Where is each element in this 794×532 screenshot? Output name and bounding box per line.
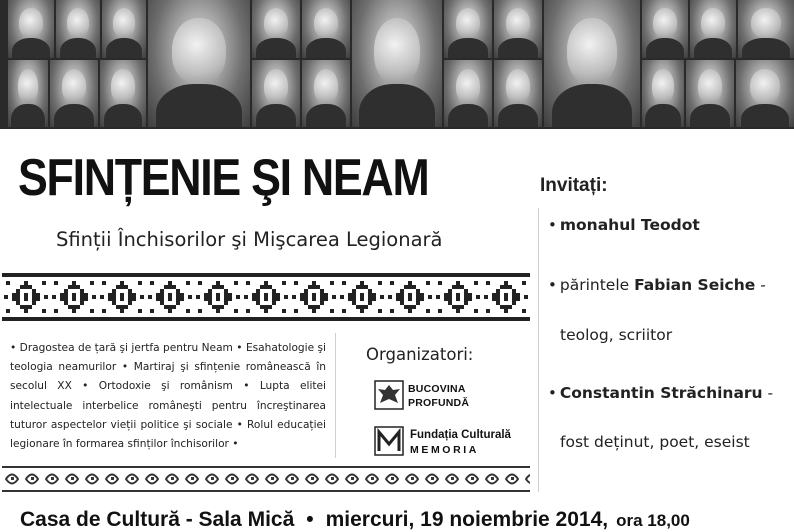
guest-fabian-seiche: • părintele Fabian Seiche -	[548, 276, 766, 294]
event-date: miercuri, 19 noiembrie 2014,	[325, 508, 609, 531]
venue: Casa de Cultură - Sala Mică	[20, 508, 295, 531]
embroidery-band-thin	[2, 466, 530, 492]
portrait-photo	[738, 0, 794, 58]
guest-role: fost deținut, poet, eseist	[560, 433, 750, 451]
themes-box	[2, 333, 336, 458]
portrait-photo	[302, 60, 350, 127]
portrait-photo	[252, 60, 300, 127]
portrait-photo	[302, 0, 350, 58]
portrait-photo	[494, 0, 542, 58]
organizers-heading: Organizatori:	[366, 345, 474, 364]
portrait-photo	[444, 60, 492, 127]
guest-name: Fabian Seiche	[634, 276, 756, 294]
portrait-photo	[544, 0, 640, 127]
org1-line1: BUCOVINA	[408, 383, 466, 395]
portrait-photo	[352, 0, 442, 127]
monogram-m-icon	[374, 426, 404, 456]
guest-role: teolog, scriitor	[560, 326, 673, 344]
event-footer: Casa de Cultură - Sala Mică • miercuri, 19 noiembrie 2014, ora 18,00	[20, 508, 690, 531]
guest-name: Constantin Străchinaru	[559, 384, 763, 402]
portrait-photo	[148, 0, 250, 127]
org2-line1: Fundația Culturală	[410, 429, 511, 441]
themes-text: • Dragostea de țară şi jertfa pentru Neam • Esahatologie şi teologia neamurilor • Martiraj şi sfințenie românească în secolul XX • Ortodoxie şi românism • Lupta elitei intelectuale interbelice româneşti pentru încreştinarea tuturor aspectelor vieții politice şi sociale • Rolul educației legionare în formarea sfinților închisorilor •	[10, 342, 326, 451]
portrait-photo	[100, 60, 146, 127]
portrait-photo	[8, 0, 54, 58]
embroidery-band	[2, 273, 530, 321]
portrait-photo	[686, 60, 734, 127]
portrait-photo	[102, 0, 146, 58]
guest-name: monahul Teodot	[559, 216, 700, 234]
org1-line2: PROFUNDĂ	[408, 397, 470, 409]
portrait-photo	[642, 0, 688, 58]
portrait-photo	[444, 0, 492, 58]
portrait-photo	[252, 0, 300, 58]
guests-divider	[538, 208, 539, 492]
org2-line2: MEMORIA	[410, 444, 479, 456]
organizer-memoria	[374, 426, 534, 460]
poster-title: SFINȚENIE ŞI NEAM	[18, 149, 429, 207]
poster-subtitle: Sfinții Închisorilor şi Mişcarea Legionară	[56, 228, 443, 251]
portrait-photo	[8, 60, 48, 127]
eagle-crest-icon	[374, 380, 404, 410]
portrait-strip	[0, 0, 794, 129]
guest-strachinaru: • Constantin Străchinaru -	[548, 384, 774, 402]
event-time: ora 18,00	[616, 511, 690, 530]
portrait-photo	[736, 60, 794, 127]
guest-teodot: • monahul Teodot	[548, 216, 700, 234]
portrait-photo	[56, 0, 100, 58]
portrait-photo	[690, 0, 736, 58]
portrait-photo	[642, 60, 684, 127]
portrait-photo	[50, 60, 98, 127]
guests-heading: Invitați:	[540, 175, 608, 196]
portrait-photo	[494, 60, 542, 127]
organizer-bucovina	[374, 380, 534, 414]
